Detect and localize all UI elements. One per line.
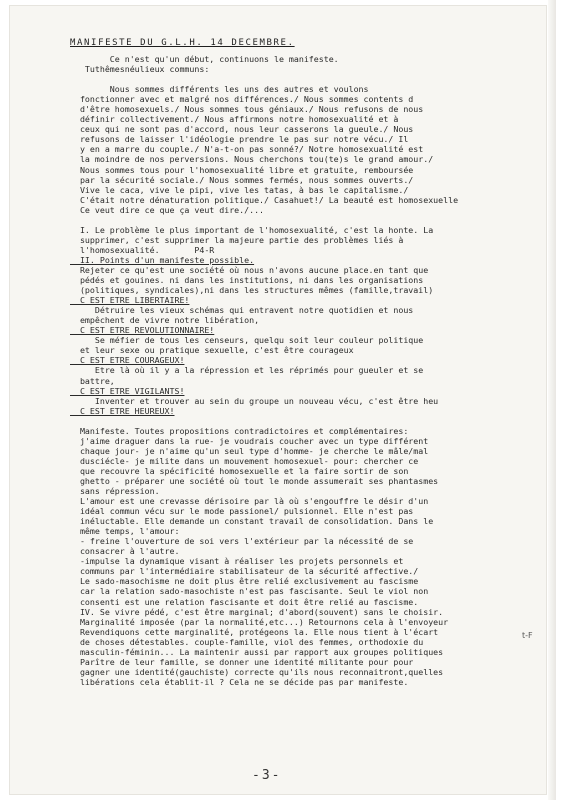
text-line: sans répression.: [70, 486, 160, 497]
text-line: C EST ETRE LIBERTAIRE!: [70, 295, 190, 306]
text-line: définir collectivement./ Nous affirmons notre homosexualité et à: [70, 114, 399, 125]
text-line: Parître de leur famille, se donner une identité militante pour pour: [70, 656, 414, 667]
text-line: communs par l'intermédiaire stabilisateur de la sécurité affective./: [70, 566, 419, 577]
text-line: ceux qui ne sont pas d'accord, nous leur casserons la gueule./ Nous: [70, 124, 414, 135]
text-line: Le sado-masochisme ne doit plus être relié exclusivement au fascisme: [70, 576, 419, 587]
text-line: Marginalité imposée (par la normalité,etc...) Retournons cela à l'envoyeur: [70, 616, 449, 627]
text-line: l'homosexualité. P4-R: [70, 244, 215, 255]
text-line: ghetto - préparer une société où tout le monde assumerait ses phantasmes: [70, 475, 439, 486]
text-line: d'être homosexuels./ Nous sommes tous géniaux./ Nous refusons de nous: [70, 104, 424, 115]
text-line: chaque jour- je n'aime qu'un seul type d'homme- je cherche le mâle/mal: [70, 445, 429, 456]
text-line: car la relation sado-masochiste n'est pas fascisante. Seul le viol non: [70, 586, 429, 597]
text-line: [70, 74, 510, 84]
text-line: même temps, l'amour:: [70, 526, 180, 537]
text-line: Tuthêmesnéulieux communs:: [70, 64, 210, 75]
text-line: Ce n'est qu'un début, continuons le manifeste.: [70, 54, 339, 64]
text-line: empêchent de vivre notre libération,: [70, 315, 260, 326]
text-line: [70, 416, 510, 426]
text-line: [70, 215, 510, 225]
text-line: I. Le problème le plus important de l'homosexualité, c'est la honte. La: [70, 224, 434, 235]
text-line: libérations cela établit-il ? Cela ne se décide pas par manifeste.: [70, 676, 409, 687]
text-line: refusons de laisser l'idéologie prendre le pas sur notre vécu./ Il: [70, 134, 409, 145]
text-line: -impulse la dynamique visant à réaliser les projets personnels et: [70, 556, 404, 567]
text-line: Nous sommes différents les uns des autres et voulons: [70, 84, 369, 95]
text-line: - freine l'ouverture de soi vers l'extérieur par la nécessité de se: [70, 536, 414, 547]
text-line: consenti est une relation fascisante et doit être relié au fascisme.: [70, 596, 419, 607]
text-line: C EST ETRE REVOLUTIONNAIRE!: [70, 325, 215, 336]
margin-note: t-F: [522, 631, 533, 640]
text-line: fonctionner avec et malgré nos différences./ Nous sommes contents d: [70, 94, 414, 105]
text-line: pédés et gouines. ni dans les institutions, ni dans les organisations: [70, 275, 424, 286]
document-title: MANIFESTE DU G.L.H. 14 DECEMBRE.: [70, 38, 295, 48]
text-line: par la sécurité sociale./ Nous sommes fermés, nous sommes ouverts./: [70, 174, 414, 185]
text-line: Ce veut dire ce que ça veut dire./...: [70, 204, 265, 215]
text-line: Vive le caca, vive le pipi, vive les tatas, à bas le capitalisme./: [70, 184, 409, 195]
text-line: Revendiquons cette marginalité, protégeons la. Elle nous tient à l'écart: [70, 626, 439, 637]
text-line: Se méfier de tous les censeurs, quelqu soit leur couleur politique: [70, 335, 424, 346]
text-line: Inventer et trouver au sein du groupe un nouveau vécu, c'est être heu: [70, 395, 439, 406]
text-line: C'était notre dénaturation politique./ Casahuet!/ La beauté est homosexuelle: [70, 194, 459, 205]
text-line: inéluctable. Elle demande un constant travail de consolidation. Dans le: [70, 516, 434, 527]
text-line: Etre là où il y a la répression et les réprimés pour gueuler et se: [70, 365, 424, 376]
text-line: Détruire les vieux schémas qui entravent notre quotidien et nous: [70, 305, 414, 316]
text-line: que recouvre la spécificité homosexuelle et la faire sortir de son: [70, 465, 409, 476]
text-line: battre,: [70, 375, 115, 386]
text-line: L'amour est une crevasse dérisoire par là où s'engouffre le désir d'un: [70, 496, 429, 507]
text-line: masculin-féminin... La maintenir aussi par rapport aux groupes politiques: [70, 646, 444, 657]
text-line: de choses détestables. couple-famille, viol des femmes, orthodoxie du: [70, 636, 424, 647]
text-line: dusciécle- je milite dans un mouvement homosexuel- pour: chercher ce: [70, 455, 419, 466]
text-line: gagner une identité(gauchiste) correcte qu'ils nous reconnaitront,quelles: [70, 666, 444, 677]
text-line: II. Points d'un manifeste possible.: [70, 254, 255, 265]
text-line: y en a marre du couple./ N'a-t-on pas sonné?/ Notre homosexualité est: [70, 144, 424, 155]
text-line: (politiques, syndicales),ni dans les structures mêmes (famille,travail): [70, 285, 434, 296]
text-line: Manifeste. Toutes propositions contradictoires et complémentaires:: [70, 425, 409, 436]
text-line: C EST ETRE COURAGEUX!: [70, 355, 185, 366]
text-line: idéal commun vécu sur le mode passionel/ pulsionnel. Elle n'est pas: [70, 506, 414, 517]
text-line: C EST ETRE VIGILANTS!: [70, 385, 185, 396]
text-line: IV. Se vivre pédé, c'est être marginal; d'abord(souvent) sans le choisir.: [70, 606, 444, 617]
text-line: C EST ETRE HEUREUX!: [70, 405, 175, 416]
text-line: consacrer à l'autre.: [70, 546, 180, 557]
page-number: -3-: [252, 768, 282, 783]
text-line: supprimer, c'est supprimer la majeure partie des problèmes liés à: [70, 234, 404, 245]
text-line: et leur sexe ou pratique sexuelle, c'est être courageux: [70, 345, 354, 356]
text-line: j'aime draguer dans la rue- je voudrais coucher avec un type différent: [70, 435, 429, 446]
document-body: [70, 54, 510, 687]
text-line: Nous sommes tous pour l'homosexualité libre et gratuite, remboursée: [70, 164, 414, 175]
text-line: la moindre de nos perversions. Nous cherchons tou(te)s le grand amour./: [70, 154, 434, 165]
text-line: Rejeter ce qu'est une société où nous n'avons aucune place.en tant que: [70, 264, 429, 275]
page-edge: [548, 0, 556, 800]
